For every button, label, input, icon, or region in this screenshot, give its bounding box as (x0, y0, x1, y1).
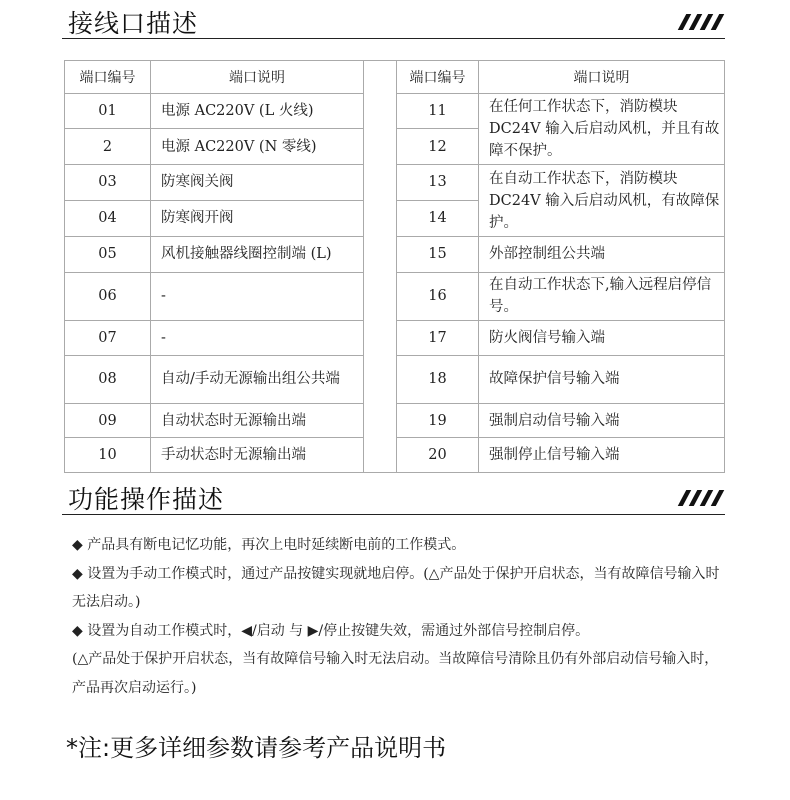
table-header-row (65, 61, 725, 94)
desc-cell: 自动/手动无源输出组公共端 (151, 355, 364, 404)
footer-note: *注:更多详细参数请参考产品说明书 (66, 734, 447, 762)
desc-cell: 故障保护信号输入端 (479, 355, 725, 404)
port-cell: 10 (65, 438, 151, 473)
desc-cell: 电源 AC220V (L 火线) (151, 94, 364, 128)
section-title-wiring: 接线口描述 (68, 9, 199, 38)
port-cell: 2 (65, 128, 151, 164)
port-cell: 15 (397, 237, 479, 272)
desc-cell: 防火阀信号输入端 (479, 321, 725, 355)
slashes-decoration-2 (678, 490, 726, 506)
table-spacer (364, 61, 397, 473)
port-cell: 11 (397, 94, 479, 128)
port-cell: 14 (397, 200, 479, 236)
port-cell: 06 (65, 272, 151, 321)
bullet-auto-mode: ◆ 设置为自动工作模式时，◀/启动 与 ▶/停止按键失效，需通过外部信号控制启停。 (72, 622, 590, 639)
wiring-table (64, 60, 725, 473)
bullet-memory: ◆ 产品具有断电记忆功能，再次上电时延续断电前的工作模式。 (72, 537, 466, 553)
port-cell: 08 (65, 355, 151, 404)
slashes-decoration-1 (678, 14, 726, 30)
section-divider-2 (62, 514, 725, 515)
port-cell: 17 (397, 321, 479, 355)
desc-cell: - (151, 321, 364, 355)
port-cell: 01 (65, 94, 151, 128)
port-cell: 04 (65, 200, 151, 236)
desc-cell: 外部控制组公共端 (479, 237, 725, 272)
header-desc-right: 端口说明 (479, 61, 725, 94)
bullet-manual-mode: ◆ 设置为手动工作模式时，通过产品按键实现就地启停。(△产品处于保护开启状态，当有故障信号输入时无法启动。) (72, 565, 720, 611)
desc-cell: - (151, 272, 364, 321)
desc-cell: 防寒阀关阀 (151, 165, 364, 200)
desc-cell: 手动状态时无源输出端 (151, 438, 364, 473)
port-cell: 09 (65, 404, 151, 438)
header-port-right: 端口编号 (397, 61, 479, 94)
port-cell: 13 (397, 165, 479, 200)
port-cell: 18 (397, 355, 479, 404)
header-desc-left: 端口说明 (151, 61, 364, 94)
desc-cell: 在自动工作状态下，消防模块DC24V 输入后启动风机，有故障保护。 (479, 165, 725, 237)
header-port-left: 端口编号 (65, 61, 151, 94)
desc-cell: 在自动工作状态下,输入远程启停信号。 (479, 272, 725, 321)
port-cell: 05 (65, 237, 151, 272)
desc-cell: 强制启动信号输入端 (479, 404, 725, 438)
desc-cell: 防寒阀开阀 (151, 200, 364, 236)
section-divider-1 (62, 38, 725, 39)
desc-cell: 在任何工作状态下，消防模块DC24V 输入后启动风机，并且有故障不保护。 (479, 94, 725, 165)
port-cell: 19 (397, 404, 479, 438)
desc-cell: 自动状态时无源输出端 (151, 404, 364, 438)
port-cell: 20 (397, 438, 479, 473)
section-title-operation: 功能操作描述 (68, 485, 225, 514)
bullet-auto-note: (△产品处于保护开启状态，当有故障信号输入时无法启动。当故障信号清除且仍有外部启动信号输入时，产品再次启动运行。) (72, 651, 719, 696)
desc-cell: 风机接触器线圈控制端 (L) (151, 237, 364, 272)
port-cell: 03 (65, 165, 151, 200)
port-cell: 16 (397, 272, 479, 321)
desc-cell: 电源 AC220V (N 零线) (151, 128, 364, 164)
port-cell: 07 (65, 321, 151, 355)
operation-description (72, 531, 732, 703)
desc-cell: 强制停止信号输入端 (479, 438, 725, 473)
port-cell: 12 (397, 128, 479, 164)
